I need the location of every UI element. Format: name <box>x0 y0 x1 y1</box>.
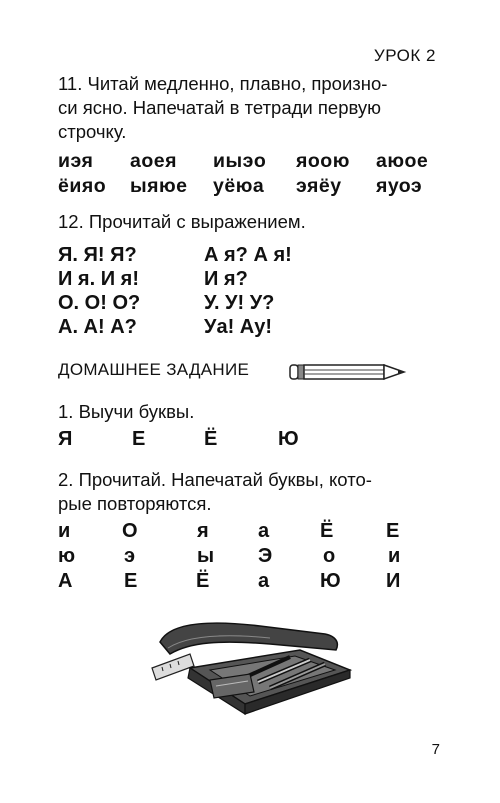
homework-title: ДОМАШНЕЕ ЗАДАНИЕ <box>58 360 250 379</box>
hw-task1-title: 1. Выучи буквы. <box>58 401 195 422</box>
hw-task2-line: 2. Прочитай. Напечатай буквы, кото- <box>58 469 372 490</box>
expression-line: О. О! О? <box>58 292 141 314</box>
letter: э <box>124 545 136 567</box>
vowel-group: иэя <box>58 150 94 172</box>
letter: Ё <box>320 520 334 542</box>
letter: Ю <box>320 570 341 592</box>
letter: а <box>258 520 270 542</box>
letter: О <box>122 520 138 542</box>
letter: Э <box>258 545 273 567</box>
letter: о <box>323 545 336 567</box>
task11-instructions <box>58 72 438 144</box>
vowel-group: аюое <box>376 150 429 172</box>
pencil-case-illustration <box>150 612 360 722</box>
expression-line: Уа! Ау! <box>204 316 273 338</box>
letter: и <box>388 545 401 567</box>
hw-task2-instructions <box>58 468 438 516</box>
expression-line: А я? А я! <box>204 244 292 266</box>
letter: Ю <box>278 428 299 450</box>
letter: Я <box>58 428 73 450</box>
letter: Е <box>132 428 146 450</box>
task11-line: 11. Читай медленно, плавно, произно- <box>58 73 388 94</box>
letter: а <box>258 570 270 592</box>
vowel-group: аоея <box>130 150 177 172</box>
vowel-group: яуоэ <box>376 175 423 197</box>
letter: Е <box>386 520 400 542</box>
letter: ы <box>197 545 215 567</box>
vowel-group: иыэо <box>213 150 267 172</box>
letter: Е <box>124 570 138 592</box>
pencil-icon <box>288 362 408 382</box>
vowel-group: ыяюе <box>130 175 188 197</box>
vowel-group: эяёу <box>296 175 342 197</box>
expression-line: Я. Я! Я? <box>58 244 137 266</box>
hw-task2-line: рые повторяются. <box>58 493 212 514</box>
vowel-group: ёияо <box>58 175 107 197</box>
page-number: 7 <box>431 741 440 758</box>
expression-line: И я. И я! <box>58 268 139 290</box>
vowel-group: уёюа <box>213 175 265 197</box>
expression-line: А. А! А? <box>58 316 137 338</box>
letter: Ё <box>196 570 210 592</box>
task12-title: 12. Прочитай с выражением. <box>58 211 306 232</box>
task11-line: си ясно. Напечатай в тетради первую <box>58 97 382 118</box>
letter: и <box>58 520 71 542</box>
letter: я <box>197 520 209 542</box>
vowel-group: яоою <box>296 150 350 172</box>
letter: Ё <box>204 428 218 450</box>
expression-line: И я? <box>204 268 248 290</box>
expression-line: У. У! У? <box>204 292 275 314</box>
letter: И <box>386 570 401 592</box>
letter: А <box>58 570 73 592</box>
letter: ю <box>58 545 76 567</box>
lesson-header: УРОК 2 <box>373 46 436 65</box>
task11-line: строчку. <box>58 121 127 142</box>
